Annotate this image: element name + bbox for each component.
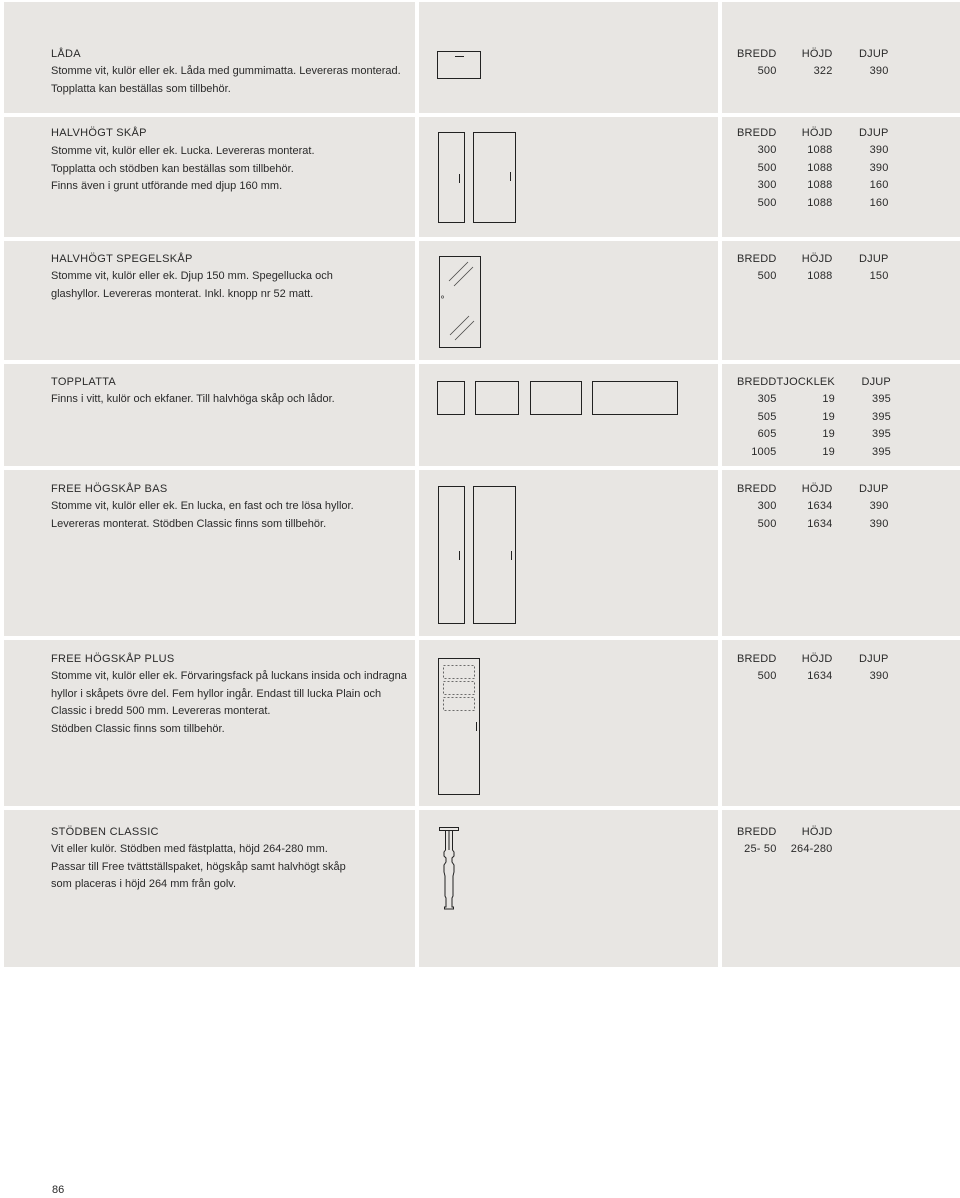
dimensions-header	[737, 374, 891, 391]
dim-value: 264-280	[790, 843, 833, 856]
dim-value: 605	[757, 428, 777, 441]
dimensions-table	[737, 374, 891, 461]
description-line: som placeras i höjd 264 mm från golv.	[51, 878, 237, 890]
dim-value: 322	[813, 65, 833, 78]
dimensions-row	[737, 268, 889, 285]
illustration-cell	[419, 2, 718, 113]
description-line: Finns även i grunt utförande med djup 160 mm.	[51, 180, 283, 192]
col-header: DJUP	[858, 653, 889, 665]
product-description	[51, 668, 411, 738]
dim-value: 1088	[807, 179, 833, 192]
product-title: LÅDA	[51, 48, 81, 60]
dim-value: 390	[869, 144, 889, 157]
dimensions-table	[737, 481, 889, 533]
description-cell	[4, 470, 415, 636]
product-row-lada	[4, 2, 960, 113]
dim-value: 500	[757, 517, 777, 530]
page-number: 86	[52, 1184, 65, 1196]
col-header: BREDD	[737, 48, 777, 60]
dim-value: 395	[872, 445, 891, 458]
product-row-stodben-classic	[4, 810, 960, 967]
product-title: FREE HÖGSKÅP BAS	[51, 483, 168, 495]
dim-value: 500	[757, 670, 777, 683]
col-header: BREDD	[737, 653, 777, 665]
dim-value: 505	[757, 410, 777, 423]
illustration-cell	[419, 364, 718, 466]
dimensions-row	[737, 177, 889, 194]
dim-value: 500	[757, 270, 777, 283]
dimensions-table	[737, 46, 889, 81]
dim-value: 160	[869, 196, 889, 209]
product-title: HALVHÖGT SPEGELSKÅP	[51, 253, 193, 265]
dim-value: 390	[869, 670, 889, 683]
dim-value: 500	[757, 65, 777, 78]
dim-value: 25- 50	[744, 843, 777, 856]
illustration-cell	[419, 810, 718, 967]
illustration-cell	[419, 117, 718, 237]
dimensions-row	[737, 498, 889, 515]
dim-value: 1634	[807, 517, 833, 530]
col-header: DJUP	[861, 376, 891, 388]
dim-value: 150	[869, 270, 889, 283]
col-header: DJUP	[858, 48, 889, 60]
tall-cabinet-illustration	[419, 470, 718, 636]
col-header: HÖJD	[801, 483, 833, 495]
dimensions-row	[737, 426, 891, 443]
description-line: Stomme vit, kulör eller ek. Låda med gummimatta. Levereras monterad.	[51, 65, 401, 77]
dimensions-header	[737, 46, 889, 63]
dimensions-row	[737, 195, 889, 212]
dim-value: 19	[822, 428, 835, 441]
col-header: BREDD	[737, 127, 777, 139]
product-description	[51, 63, 411, 98]
col-header: TJOCKLEK	[776, 376, 835, 388]
description-cell	[4, 810, 415, 967]
product-row-hogskap-plus	[4, 640, 960, 806]
col-header: BREDD	[737, 826, 777, 838]
col-header: DJUP	[858, 483, 889, 495]
illustration-cell	[419, 241, 718, 360]
dim-value: 390	[869, 517, 889, 530]
dim-value: 390	[869, 500, 889, 513]
dim-value: 1088	[807, 144, 833, 157]
product-title: TOPPLATTA	[51, 376, 117, 388]
dimensions-header	[737, 481, 889, 498]
col-header: HÖJD	[801, 253, 833, 265]
description-line: Vit eller kulör. Stödben med fästplatta, höjd 264-280 mm.	[51, 843, 328, 855]
description-cell	[4, 2, 415, 113]
tall-cabinet-plus-illustration	[419, 640, 718, 806]
product-row-spegelskap	[4, 241, 960, 360]
dim-value: 1005	[751, 445, 777, 458]
dim-value: 305	[757, 393, 777, 406]
product-description	[51, 143, 411, 196]
dimensions-row	[737, 668, 889, 685]
col-header: HÖJD	[801, 127, 833, 139]
dim-value: 1088	[807, 196, 833, 209]
dim-value: 1088	[807, 270, 833, 283]
col-header: HÖJD	[801, 653, 833, 665]
description-line: hyllor i skåpets övre del. Fem hyllor ingår. Endast till lucka Plain och	[51, 687, 382, 700]
dim-value: 395	[872, 393, 891, 406]
dimensions-row	[737, 444, 891, 461]
dim-value: 1634	[807, 670, 833, 683]
dim-value: 395	[872, 428, 891, 441]
mirror-cabinet-illustration	[419, 241, 718, 360]
dimensions-header	[737, 651, 889, 668]
description-line: Stomme vit, kulör eller ek. Lucka. Levereras monterat.	[51, 145, 315, 157]
col-header: BREDD	[737, 253, 777, 265]
col-header: DJUP	[858, 253, 889, 265]
description-line: Stomme vit, kulör eller ek. Förvaringsfack på luckans insida och indragna	[51, 670, 407, 682]
description-line: Stomme vit, kulör eller ek. En lucka, en fast och tre lösa hyllor.	[51, 500, 354, 512]
dimensions-row	[737, 142, 889, 159]
product-description	[51, 391, 411, 409]
description-cell	[4, 364, 415, 466]
col-header: HÖJD	[801, 48, 833, 60]
dimensions-row	[737, 63, 889, 80]
dim-value: 395	[872, 410, 891, 423]
description-cell	[4, 117, 415, 237]
description-line: Topplatta kan beställas som tillbehör.	[51, 82, 231, 95]
dim-value: 500	[757, 196, 777, 209]
description-line: Levereras monterat. Stödben Classic finns som tillbehör.	[51, 517, 327, 530]
description-cell	[4, 640, 415, 806]
dim-value: 390	[869, 65, 889, 78]
dimensions-table	[737, 251, 889, 286]
col-header: BREDD	[737, 376, 777, 388]
col-header: BREDD	[737, 483, 777, 495]
dim-value: 1634	[807, 500, 833, 513]
dimensions-row	[737, 409, 891, 426]
dimensions-table	[737, 651, 889, 686]
dim-value: 300	[757, 179, 777, 192]
dim-value: 300	[757, 500, 777, 513]
dimensions-header	[737, 824, 833, 841]
col-header: HÖJD	[801, 826, 833, 838]
dim-value: 500	[757, 161, 777, 174]
dimensions-row	[737, 841, 833, 858]
product-title: HALVHÖGT SKÅP	[51, 127, 147, 139]
top-plate-illustration	[419, 364, 718, 466]
product-description	[51, 498, 411, 533]
dim-value: 300	[757, 144, 777, 157]
product-title: STÖDBEN CLASSIC	[51, 826, 159, 838]
description-line: Passar till Free tvättställspaket, högskåp samt halvhögt skåp	[51, 860, 346, 873]
dim-value: 19	[822, 393, 835, 406]
drawer-illustration	[419, 2, 718, 113]
dimensions-row	[737, 516, 889, 533]
half-high-cabinet-illustration	[419, 117, 718, 237]
product-row-halvhogt-skap	[4, 117, 960, 237]
description-line: Finns i vitt, kulör och ekfaner. Till halvhöga skåp och lådor.	[51, 393, 335, 405]
description-line: Topplatta och stödben kan beställas som tillbehör.	[51, 162, 294, 175]
dim-value: 19	[822, 445, 835, 458]
product-description	[51, 841, 411, 894]
dim-value: 19	[822, 410, 835, 423]
dimensions-row	[737, 160, 889, 177]
dimensions-table	[737, 824, 833, 859]
col-header: DJUP	[858, 127, 889, 139]
description-line: Classic i bredd 500 mm. Levereras monterat.	[51, 705, 271, 717]
dimensions-row	[737, 391, 891, 408]
description-cell	[4, 241, 415, 360]
description-line: Stödben Classic finns som tillbehör.	[51, 722, 225, 735]
illustration-cell	[419, 640, 718, 806]
dimensions-header	[737, 125, 889, 142]
product-row-topplatta	[4, 364, 960, 466]
dim-value: 390	[869, 161, 889, 174]
product-description	[51, 268, 411, 303]
dim-value: 1088	[807, 161, 833, 174]
description-line: Stomme vit, kulör eller ek. Djup 150 mm. Spegellucka och	[51, 270, 333, 282]
dimensions-table	[737, 125, 889, 212]
product-title: FREE HÖGSKÅP PLUS	[51, 653, 175, 665]
illustration-cell	[419, 470, 718, 636]
dim-value: 160	[869, 179, 889, 192]
description-line: glashyllor. Levereras monterat. Inkl. knopp nr 52 matt.	[51, 287, 314, 300]
support-leg-illustration	[419, 810, 718, 967]
dimensions-header	[737, 251, 889, 268]
product-row-hogskap-bas	[4, 470, 960, 636]
